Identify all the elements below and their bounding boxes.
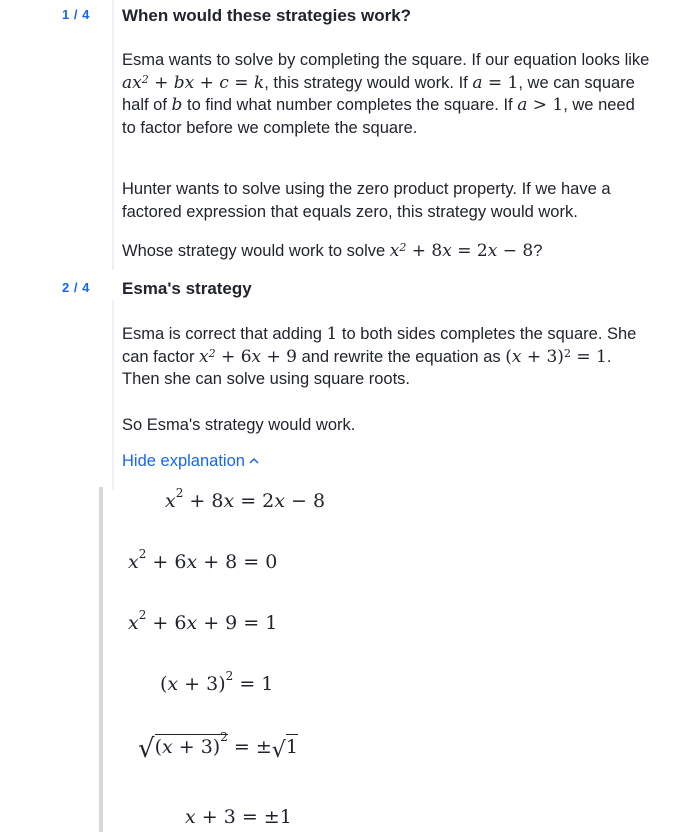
math-expression: ( (505, 346, 512, 367)
equation-line: $√(x + 3)^2 = \pm√1$ (138, 730, 298, 764)
math-expression: $ax^2$ + bx + c = k (122, 72, 265, 93)
step-rail (112, 0, 114, 270)
math-expression: 1 (326, 324, 338, 344)
equation-line: $x^2 + 8x = 2x - 8$ (165, 486, 326, 512)
step-number: 2 / 4 (62, 280, 90, 295)
equation-line: $x^2 + 6x + 8 = 0$ (128, 547, 278, 573)
explanation-bar (99, 487, 103, 832)
step-title: When would these strategies work? (122, 6, 412, 25)
hide-explanation-button[interactable] (122, 452, 259, 471)
step2-paragraph-1: Esma is correct that adding 1 to both sides completes the square. She can factor $x^2 + 6x + 9$ and rewrite the equation as $(x + 3)^2 = 1$. Then she can solve using square roots. (122, 324, 637, 388)
square-root-icon: √ (138, 734, 155, 764)
step1-paragraph-2: Hunter wants to solve using the zero product property. If we have a factored expression that equals zero, this strategy would work. (122, 180, 611, 221)
step-number: 1 / 4 (62, 7, 90, 22)
step1-question: Whose strategy would work to solve $x^2 + 8x = 2x - 8$? (122, 241, 543, 261)
step2-paragraph-2: So Esma's strategy would work. (122, 416, 356, 434)
hide-explanation-label[interactable]: Hide explanation (122, 452, 245, 470)
equation-line: $x^2 + 6x + 9 = 1$ (128, 608, 278, 634)
math-expression: $x^2$ (199, 346, 216, 367)
equation-line: $(x + 3)^2 = 1$ (160, 669, 274, 695)
math-expression: b (171, 95, 183, 115)
math-expression: $x^2$ (389, 241, 407, 261)
math-expression: a (517, 95, 528, 115)
chevron-up-icon (249, 453, 259, 467)
square-root-icon: √ (271, 738, 286, 763)
step1-paragraph-1: Esma wants to solve by completing the square. If our equation looks like $ax^2$ + bx + c = k, this strategy would work. If a = 1, we can square half of b to find what number completes the square. If a > 1, we need to factor before we complete the square. (122, 51, 650, 137)
step-rail (112, 300, 114, 490)
math-expression: a (472, 72, 483, 93)
step-title: Esma's strategy (122, 279, 252, 298)
equation-line: x + 3 = ±1 (185, 806, 292, 828)
